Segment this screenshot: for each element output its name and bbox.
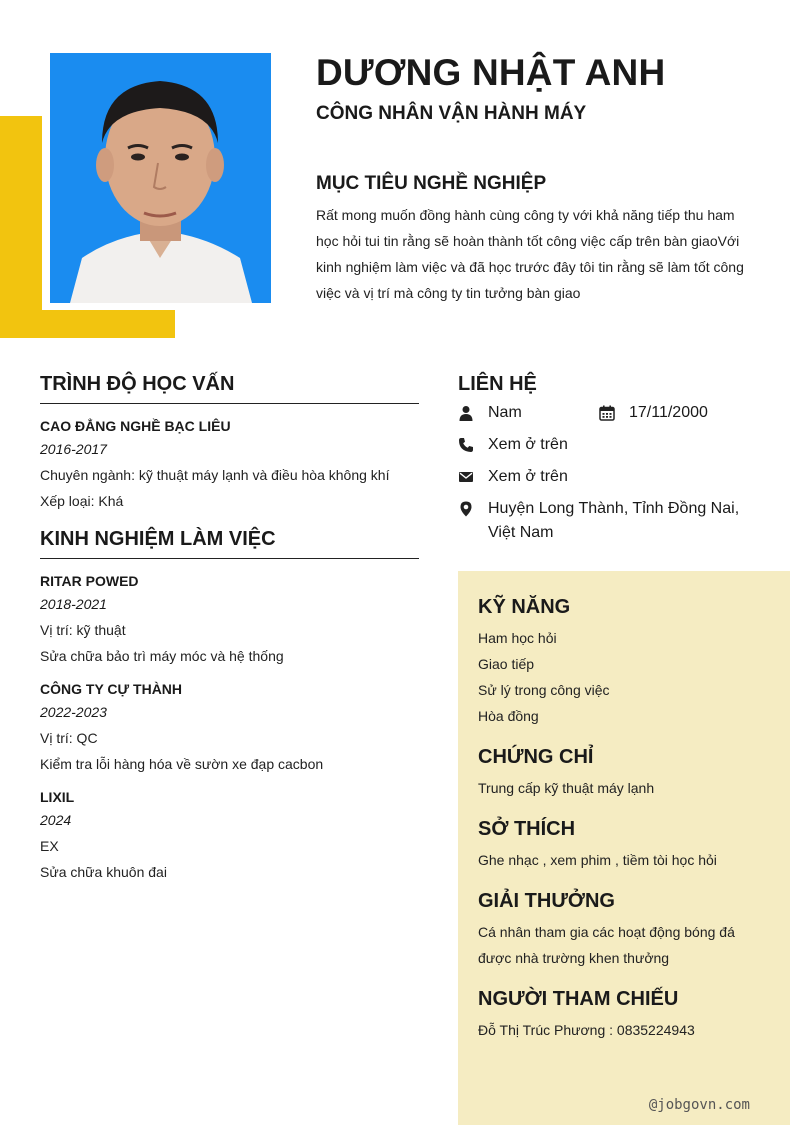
calendar-icon [599, 405, 615, 421]
experience-heading: KINH NGHIỆM LÀM VIỆC [40, 528, 419, 559]
job-title: CÔNG NHÂN VẬN HÀNH MÁY [316, 103, 587, 124]
location-pin-icon [458, 501, 474, 517]
email-value: Xem ở trên [488, 468, 568, 485]
experience-position: Vị trí: kỹ thuật [40, 622, 126, 638]
birthdate-value: 17/11/2000 [629, 404, 708, 421]
company-name: LIXIL [40, 789, 75, 805]
experience-description: Sửa chữa khuôn đai [40, 864, 167, 880]
profile-photo [50, 53, 271, 303]
hobbies-text: Ghe nhạc , xem phim , tiềm tòi học hỏi [478, 852, 717, 868]
education-heading: TRÌNH ĐỘ HỌC VẤN [40, 373, 419, 404]
accent-bar-vertical [0, 116, 42, 338]
experience-years: 2018-2021 [40, 596, 107, 612]
skill-item: Sử lý trong công việc [478, 682, 610, 698]
company-name: RITAR POWED [40, 573, 139, 589]
side-panel [458, 571, 790, 1125]
experience-description: Kiểm tra lỗi hàng hóa về sườn xe đạp cacbon [40, 756, 324, 772]
experience-years: 2022-2023 [40, 704, 107, 720]
experience-entry [40, 787, 419, 885]
hobbies-heading: SỞ THÍCH [478, 818, 576, 840]
education-entry [40, 416, 419, 514]
references-text: Đỗ Thị Trúc Phương : 0835224943 [478, 1022, 695, 1038]
objective-heading: MỤC TIÊU NGHỀ NGHIỆP [316, 173, 547, 194]
skill-item: Hòa đồng [478, 708, 539, 724]
skill-item: Ham học hỏi [478, 630, 557, 646]
phone-row [458, 433, 758, 457]
skill-item: Giao tiếp [478, 656, 535, 672]
school-name: CAO ĐẲNG NGHỀ BẠC LIÊU [40, 418, 231, 434]
experience-years: 2024 [40, 812, 72, 828]
certificates-heading: CHỨNG CHỈ [478, 746, 594, 768]
phone-value: Xem ở trên [488, 436, 568, 453]
contact-section [458, 373, 758, 553]
experience-entry [40, 679, 419, 777]
person-icon [458, 405, 474, 421]
gender-row [458, 401, 758, 425]
left-column [40, 373, 419, 895]
certificate-item: Trung cấp kỹ thuật máy lạnh [478, 780, 655, 796]
contact-heading: LIÊN HỆ [458, 373, 537, 395]
birthdate-row [599, 401, 708, 425]
education-rank: Xếp loại: Khá [40, 493, 124, 509]
hobbies-section [478, 815, 770, 873]
education-years: 2016-2017 [40, 441, 107, 457]
skills-section [478, 593, 770, 729]
references-heading: NGƯỜI THAM CHIẾU [478, 988, 679, 1010]
experience-position: EX [40, 838, 59, 854]
references-section [478, 985, 770, 1043]
company-name: CÔNG TY CỰ THÀNH [40, 681, 183, 697]
email-row [458, 465, 758, 489]
email-icon [458, 469, 474, 485]
skills-heading: KỸ NĂNG [478, 596, 571, 618]
phone-icon [458, 437, 474, 453]
certificates-section [478, 743, 770, 801]
address-row [458, 497, 758, 545]
accent-bar-horizontal [0, 310, 175, 338]
address-value: Huyện Long Thành, Tỉnh Đồng Nai, Việt Nam [488, 500, 740, 541]
portrait-image [50, 53, 271, 303]
candidate-name: DƯƠNG NHẬT ANH [316, 52, 666, 93]
objective-text: Rất mong muốn đồng hành cùng công ty với khả năng tiếp thu ham học hỏi tui tin rằng sẽ hoàn thành tốt công việc cấp trên bàn giaoVới kinh nghiệm làm việc và đã học trước đây tôi tin rằng sẽ làm tốt công việc và vị trí mà công ty tin tưởng bàn giao [316, 207, 744, 301]
experience-description: Sửa chữa bảo trì máy móc và hệ thống [40, 648, 284, 664]
gender-value: Nam [488, 404, 522, 421]
awards-text: Cá nhân tham gia các hoạt động bóng đá được nhà trường khen thưởng [478, 924, 735, 966]
experience-entry [40, 571, 419, 669]
watermark: @jobgovn.com [648, 1097, 750, 1113]
education-major: Chuyên ngành: kỹ thuật máy lạnh và điều hòa không khí [40, 467, 390, 483]
awards-section [478, 887, 770, 971]
awards-heading: GIẢI THƯỞNG [478, 890, 615, 912]
experience-position: Vị trí: QC [40, 730, 98, 746]
